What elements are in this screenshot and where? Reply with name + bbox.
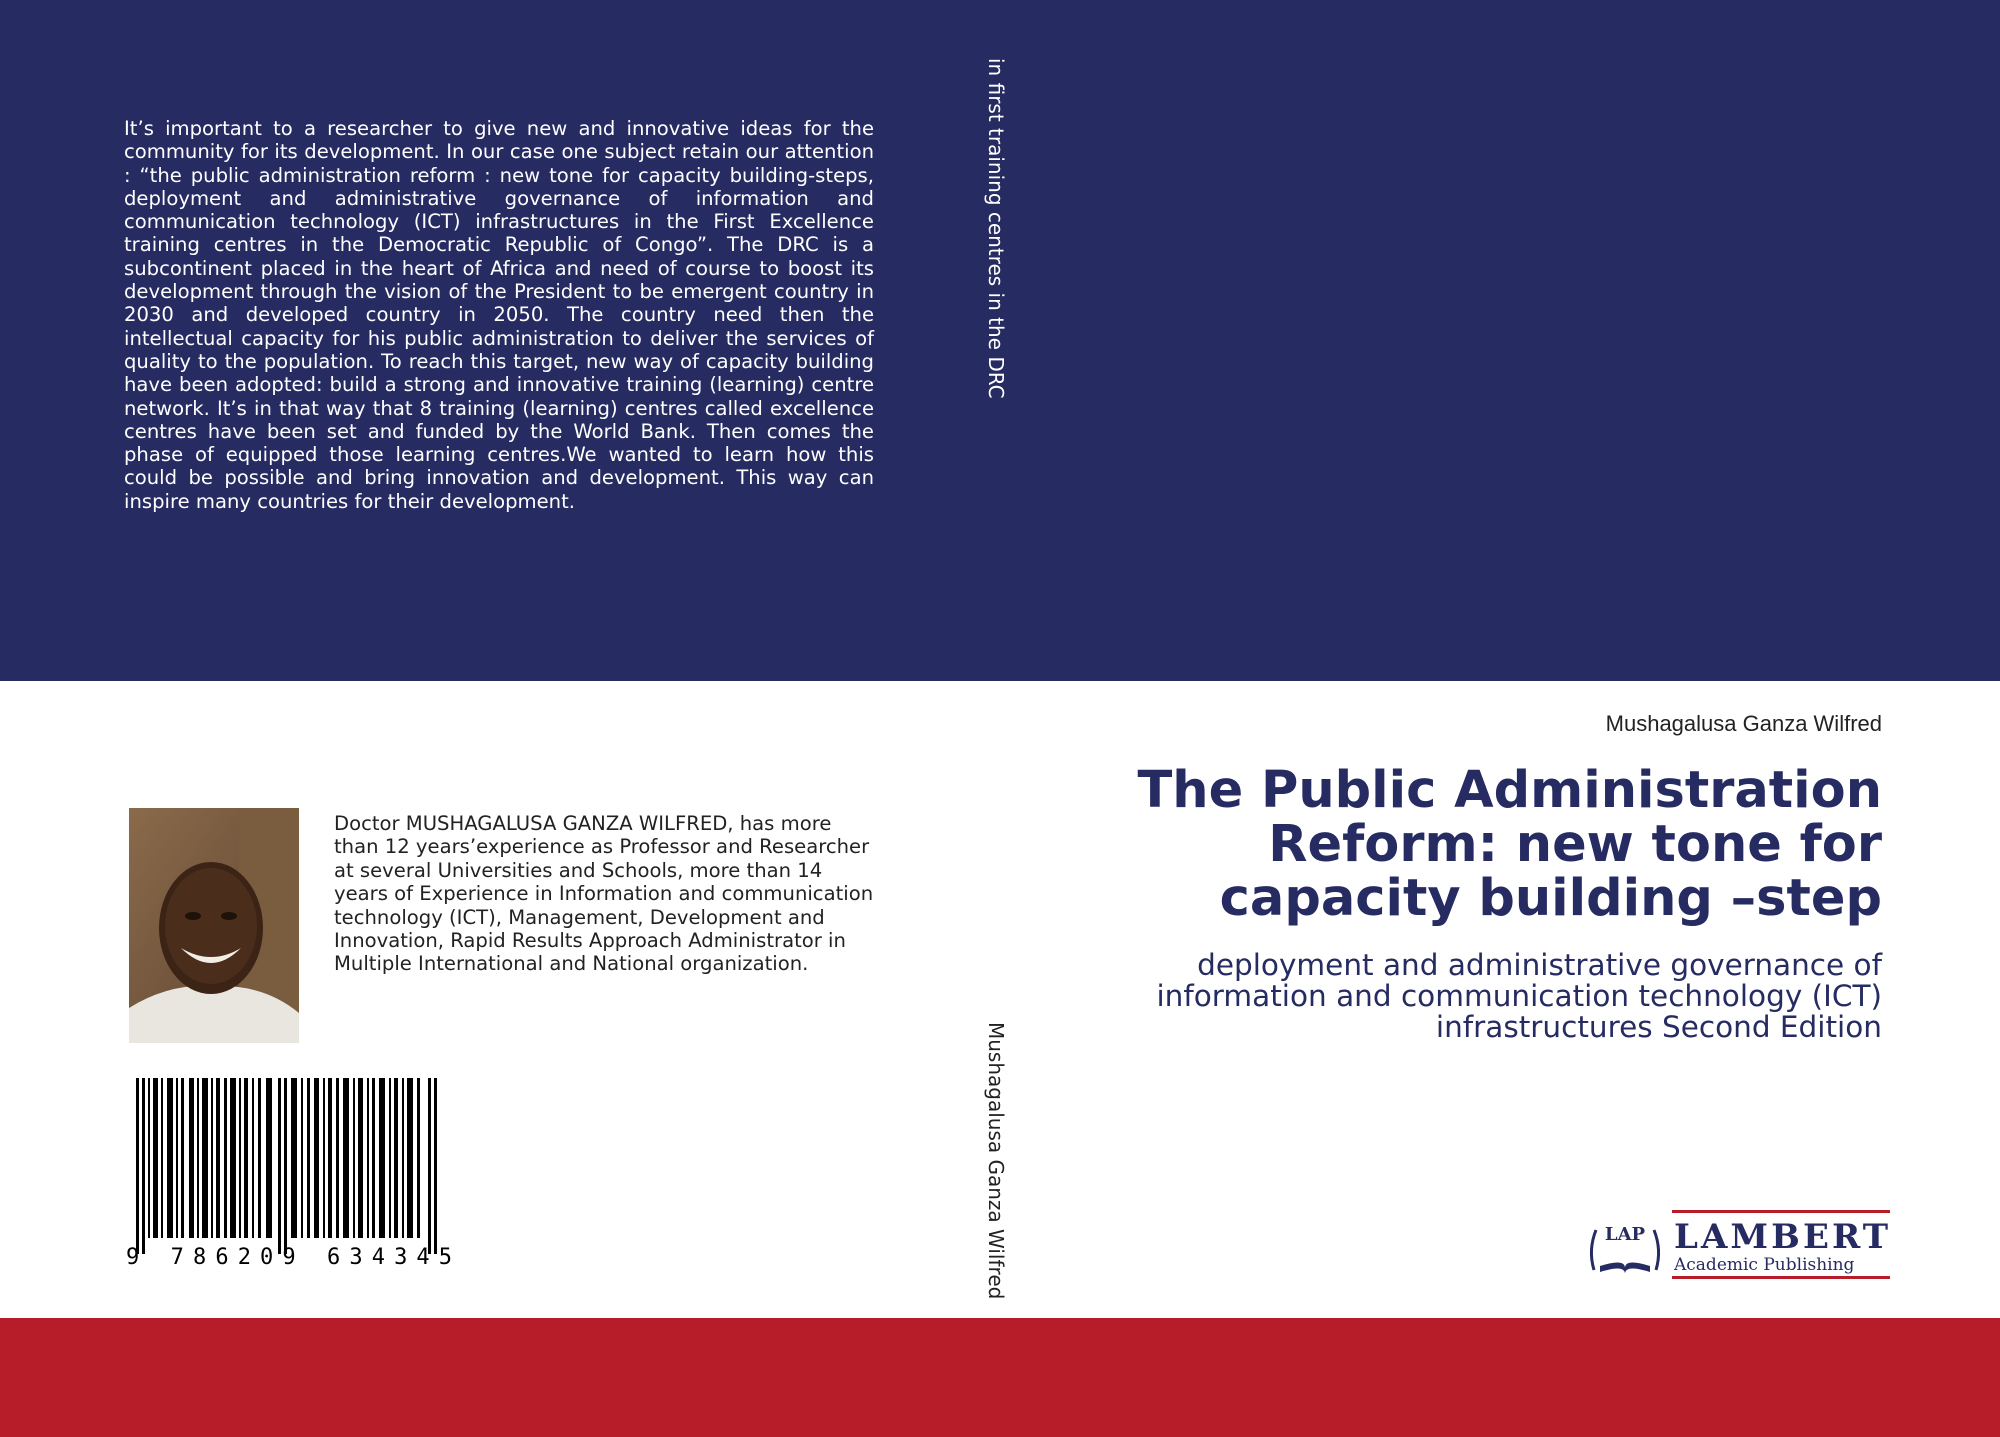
back-cover-blurb: It’s important to a researcher to give new and innovative ideas for the community for its development. In our case one subject retain our attention : “the public administration reform : new tone for capacity building-steps, deployment and administrative governance of information and communication technology (ICT) infrastructures in the First Excellence training centres in the Democratic Republic of Congo”. The DRC is a subcontinent placed in the heart of Africa and need of course to boost its development through the vision of the President to be emergent country in 2030 and developed country in 2050. The country need then the intellectual capacity for his public administration to deliver the services of quality to the population. To reach this target, new way of capacity building have been adopted: build a strong and innovative training (learning) centre network. It’s in that way that 8 training (learning) centres called excellence centres have been set and funded by the World Bank. Then comes the phase of equipped those learning centres.We wanted to learn how this could be possible and bring innovation and development. This way can inspire many countries for their development. [124, 117, 874, 513]
author-bio: Doctor MUSHAGALUSA GANZA WILFRED, has more than 12 years’experience as Professor and Researcher at several Universities and Schools, more than 14 years of Experience in Information and communication technology (ICT), Management, Development and Innovation, Rapid Results Approach Administrator in Multiple International and National organization. [334, 812, 874, 976]
publisher-name: LAMBERT [1674, 1217, 1888, 1257]
book-title: The Public Administration Reform: new tone for capacity building –step [1137, 761, 1882, 928]
front-author: Mushagalusa Ganza Wilfred [1605, 711, 1882, 736]
red-band [0, 1318, 2000, 1437]
publisher-sub: Academic Publishing [1674, 1255, 1855, 1275]
spine-title-text: in first training centres in the DRC [984, 58, 1008, 399]
author-photo [129, 808, 299, 1043]
spine-author: Mushagalusa Ganza Wilfred [984, 1022, 1008, 1300]
book-subtitle: deployment and administrative governance of information and communication technology (ICT) infrastructures Second Edition [1156, 948, 1882, 1044]
lap-mark: LAP [1604, 1224, 1646, 1245]
publisher-logo [1586, 1210, 1892, 1282]
barcode [126, 1078, 452, 1266]
barcode-digits: 9 786209 634345 [126, 1245, 452, 1266]
laurel-book-icon [1591, 1224, 1658, 1274]
